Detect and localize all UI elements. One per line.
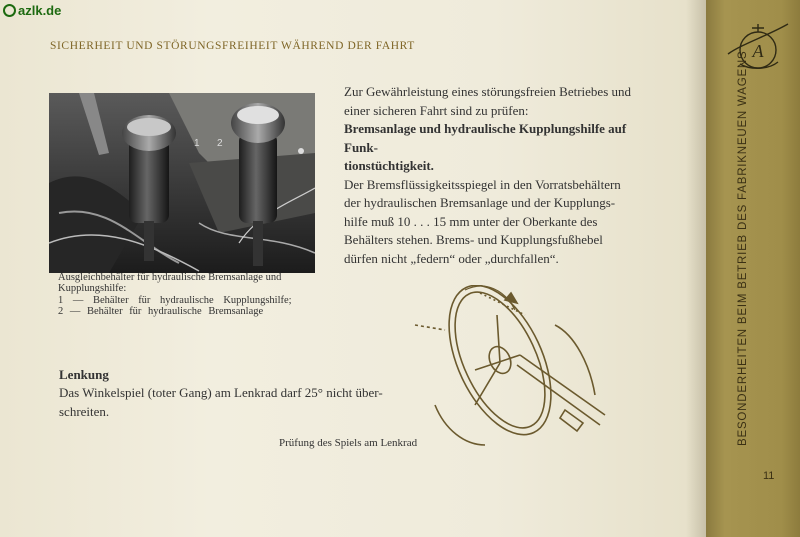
- body-line: Behälters stehen. Brems- und Kupplungsfußhebel: [344, 232, 603, 247]
- caption-line: Kupplungshilfe:: [58, 283, 127, 295]
- lenkung-line: Das Winkelspiel (toter Gang) am Lenkrad darf 25° nicht über-: [59, 385, 383, 400]
- caption-line: 1 — Behälter für hydraulische Kupplungshilfe;: [58, 294, 292, 306]
- lenkung-line: schreiten.: [59, 404, 110, 419]
- caption-line: Ausgleichbehälter für hydraulische Bremsanlage und: [58, 272, 282, 283]
- body-text: [344, 83, 654, 268]
- drawing-caption: Prüfung des Spiels am Lenkrad: [279, 437, 418, 449]
- body-line: hilfe muß 10 . . . 15 mm unter der Oberkante des: [344, 213, 598, 229]
- engine-reservoirs-image: [49, 93, 315, 273]
- logo-letter: A: [752, 41, 764, 61]
- body-line: Der Bremsflüssigkeitsspiegel in den Vorratsbehältern: [344, 176, 621, 192]
- sidebar-tab: [706, 0, 800, 537]
- brand-logo: [722, 14, 792, 74]
- photo-caption: [58, 272, 316, 317]
- body-line: dürfen nicht „federn“ oder „durchfallen“.: [344, 250, 559, 266]
- page-heading: SICHERHEIT UND STÖRUNGSFREIHEIT WÄHREND DER FAHRT: [50, 40, 415, 52]
- steering-wheel-drawing: [405, 285, 615, 455]
- label-2: 2: [217, 138, 223, 149]
- watermark: [3, 3, 61, 18]
- body-line: einer sicheren Fahrt sind zu prüfen:: [344, 102, 529, 118]
- body-bold-line: Bremsanlage und hydraulische Kupplungshilfe auf Funk-: [344, 121, 627, 155]
- body-bold-line: tionstüchtigkeit.: [344, 158, 434, 173]
- label-1: 1: [194, 138, 200, 149]
- body-line: der hydraulischen Bremsanlage und der Kupplungs-: [344, 195, 616, 210]
- lenkung-heading: Lenkung: [59, 367, 109, 382]
- watermark-text: azlk.de: [18, 3, 62, 18]
- body-line: Zur Gewährleistung eines störungsfreien Betriebes und: [344, 84, 632, 99]
- page-number: 11: [763, 470, 775, 482]
- lenkung-text: [59, 383, 439, 421]
- page-fold-shadow: [686, 0, 706, 537]
- caption-line: 2 — Behälter für hydraulische Bremsanlage: [58, 305, 264, 317]
- sidebar-vertical-title: BESONDERHEITEN BEIM BETRIEB DES FABRIKNEUEN WAGENS: [737, 50, 749, 446]
- engine-photo: [49, 93, 315, 273]
- copyright-icon: [3, 4, 16, 17]
